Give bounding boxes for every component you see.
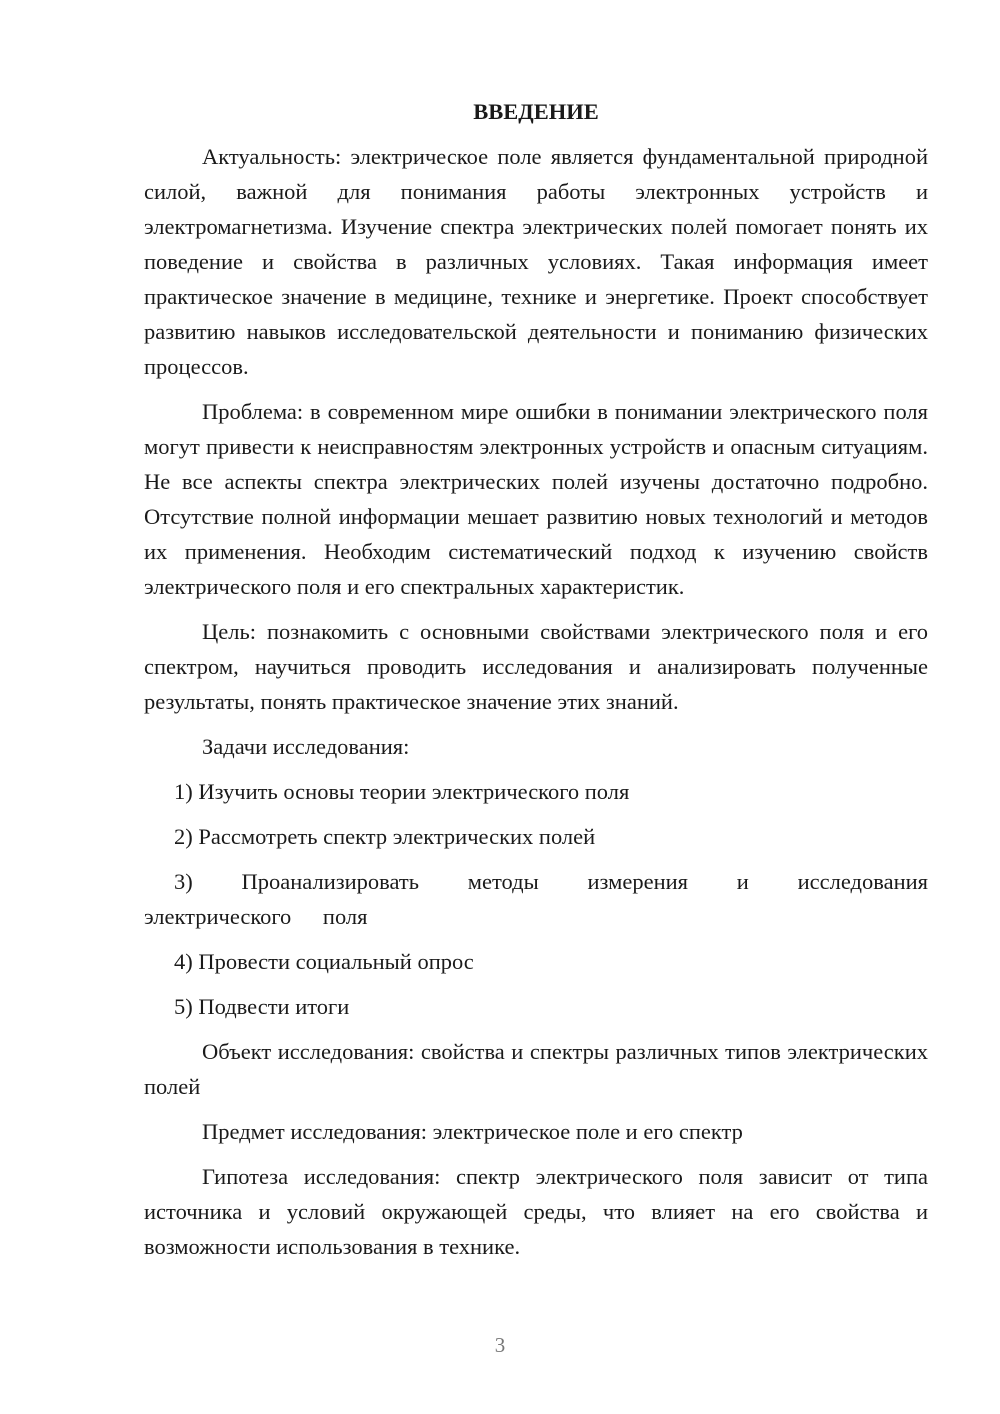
tasks-heading: Задачи исследования: xyxy=(202,734,410,759)
task-item-4: 4) Провести социальный опрос xyxy=(174,949,474,974)
document-page xyxy=(144,94,928,1274)
problem-paragraph: Проблема: в современном мире ошибки в понимании электрического поля могут привести к неисправностям электронных устройств и опасным ситуациям. Не все аспекты спектра электрических полей изучены достаточно подробно. Отсутствие полной информации мешает развитию новых технологий и методов их применения. Необходим систематический подход к изучению свойств электрического поля и его спектральных характеристик. xyxy=(144,399,928,599)
task-item-3: 3) Проанализировать методы измерения и исследования электрического поля xyxy=(144,869,928,929)
section-title: ВВЕДЕНИЕ xyxy=(473,99,599,124)
task-item-2: 2) Рассмотреть спектр электрических полей xyxy=(174,824,596,849)
subject-paragraph: Предмет исследования: электрическое поле и его спектр xyxy=(202,1119,743,1144)
goal-paragraph: Цель: познакомить с основными свойствами электрического поля и его спектром, научиться проводить исследования и анализировать полученные результаты, понять практическое значение этих знаний. xyxy=(144,619,928,714)
task-item-5: 5) Подвести итоги xyxy=(174,994,350,1019)
task-item-1: 1) Изучить основы теории электрического поля xyxy=(174,779,630,804)
object-paragraph: Объект исследования: свойства и спектры различных типов электрических полей xyxy=(144,1039,928,1099)
relevance-paragraph: Актуальность: электрическое поле является фундаментальной природной силой, важной для понимания работы электронных устройств и электромагнетизма. Изучение спектра электрических полей помогает понять их поведение и свойства в различных условиях. Такая информация имеет практическое значение в медицине, технике и энергетике. Проект способствует развитию навыков исследовательской деятельности и пониманию физических процессов. xyxy=(144,144,928,379)
page-number: 3 xyxy=(494,1333,506,1357)
hypothesis-paragraph: Гипотеза исследования: спектр электрического поля зависит от типа источника и условий окружающей среды, что влияет на его свойства и возможности использования в технике. xyxy=(144,1164,928,1259)
